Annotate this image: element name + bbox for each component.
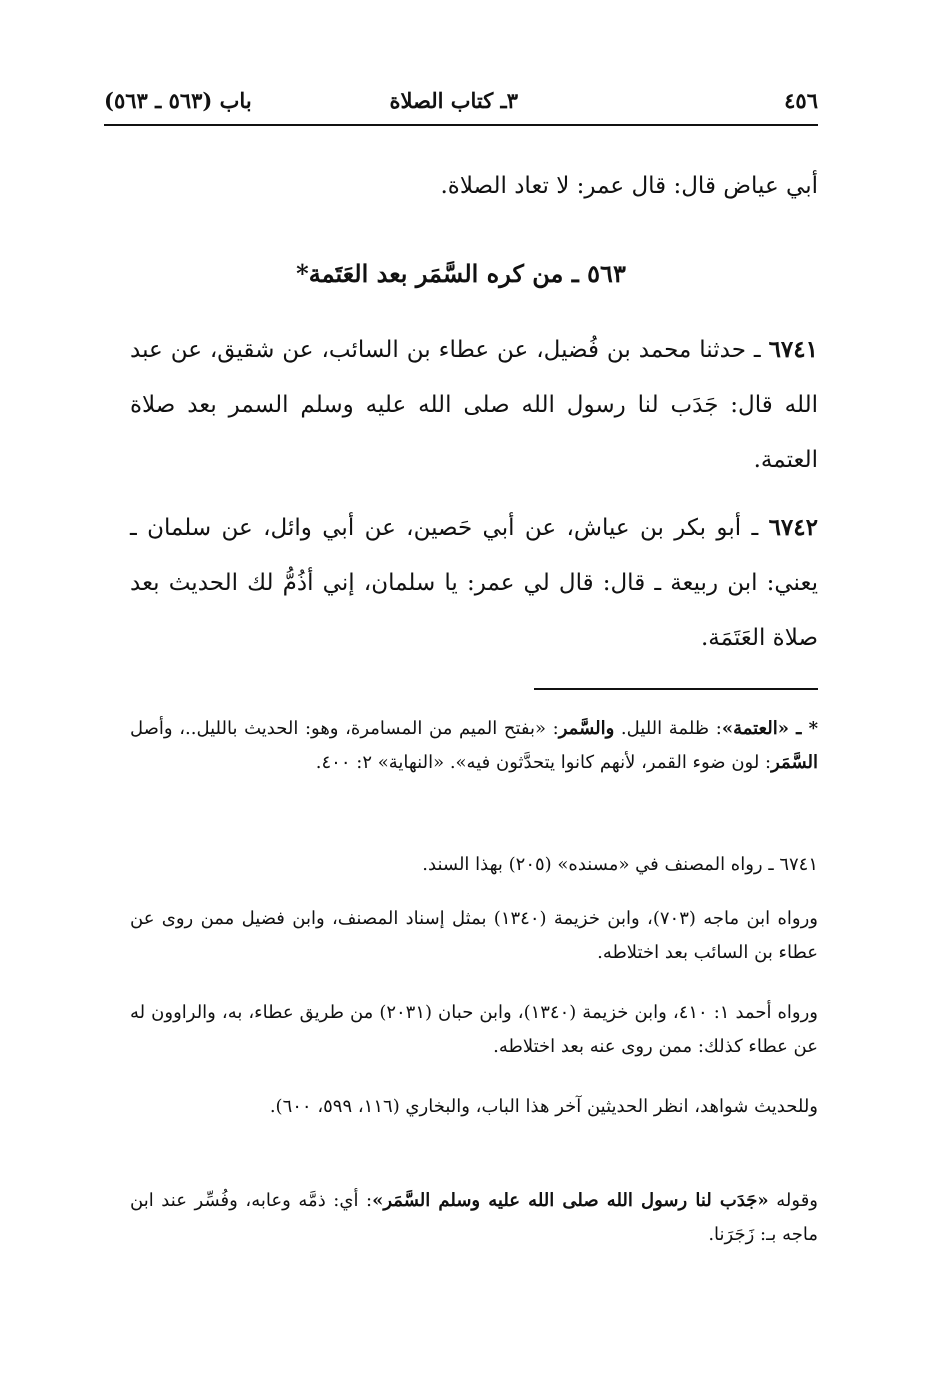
book-title: ٣ـ كتاب الصلاة bbox=[389, 88, 518, 113]
footnote-text: : لون ضوء القمر، لأنهم كانوا يتحدَّثون فيه». «النهاية» ٢: ٤٠٠. bbox=[315, 752, 772, 773]
footnote-shawahid: وللحديث شواهد، انظر الحديثين آخر هذا الباب، والبخاري (١١٦، ٥٩٩، ٦٠٠). bbox=[269, 1096, 818, 1117]
footnote-meaning bbox=[130, 1184, 818, 1252]
footnote-divider bbox=[534, 688, 818, 690]
chapter-range: باب (٥٦٣ ـ ٥٦٣) bbox=[104, 88, 252, 113]
footnote-text: : أي: ذمَّه وعابه، وفُسِّر عند ابن ماجه بـ: زَجَرَنا. bbox=[130, 1190, 818, 1245]
footnote-chapter bbox=[130, 712, 818, 780]
footnote-text: وقوله bbox=[768, 1190, 819, 1211]
footnote-term: * ـ «العتمة» bbox=[721, 718, 818, 739]
footnote-quote: «جَدَب لنا رسول الله صلى الله عليه وسلم السَّمَر» bbox=[372, 1190, 769, 1211]
footnote-ahmad: ورواه أحمد ١: ٤١٠، وابن خزيمة (١٣٤٠)، وابن حبان (٢٠٣١) من طريق عطاء، به، والراوون له عن عطاء كذلك: ممن روى عنه بعد اختلاطه. bbox=[130, 1002, 818, 1057]
footnote-term: والسَّمر bbox=[558, 718, 615, 739]
hadith-number: ٦٧٤١ bbox=[768, 336, 818, 363]
page-number: ٤٥٦ bbox=[784, 88, 818, 113]
footnote-term: السَّمَر bbox=[771, 752, 818, 773]
hadith-6742 bbox=[130, 500, 818, 666]
page-header bbox=[104, 84, 818, 126]
footnote-6741: ٦٧٤١ ـ رواه المصنف في «مسنده» (٢٠٥) بهذا السند. bbox=[422, 854, 818, 875]
chapter-title: ٥٦٣ ـ من كره السَّمَر بعد العَتَمة* bbox=[296, 259, 626, 288]
hadith-number: ٦٧٤٢ bbox=[768, 514, 818, 541]
hadith-text: ـ حدثنا محمد بن فُضيل، عن عطاء بن السائب، عن شقيق، عن عبد الله قال: جَدَب لنا رسول الله صلى الله عليه وسلم السمر بعد صلاة العتمة. bbox=[130, 337, 818, 473]
hadith-6741 bbox=[130, 322, 818, 488]
footnote-ibn-majah: ورواه ابن ماجه (٧٠٣)، وابن خزيمة (١٣٤٠) بمثل إسناد المصنف، وابن فضيل ممن روى عن عطاء بن السائب بعد اختلاطه. bbox=[130, 908, 818, 963]
footnote-text: : «بفتح الميم من المسامرة، وهو: الحديث بالليل..، وأصل bbox=[130, 718, 559, 739]
footnote-text: : ظلمة الليل. bbox=[614, 718, 722, 739]
continuation-text: أبي عياض قال: قال عمر: لا تعاد الصلاة. bbox=[440, 173, 818, 199]
hadith-text: ـ أبو بكر بن عياش، عن أبي حَصين، عن أبي وائل، عن سلمان ـ يعني: ابن ربيعة ـ قال: قال لي عمر: يا سلمان، إني أذُمُّ لك الحديث بعد صلاة العَتَمَة. bbox=[130, 515, 818, 651]
